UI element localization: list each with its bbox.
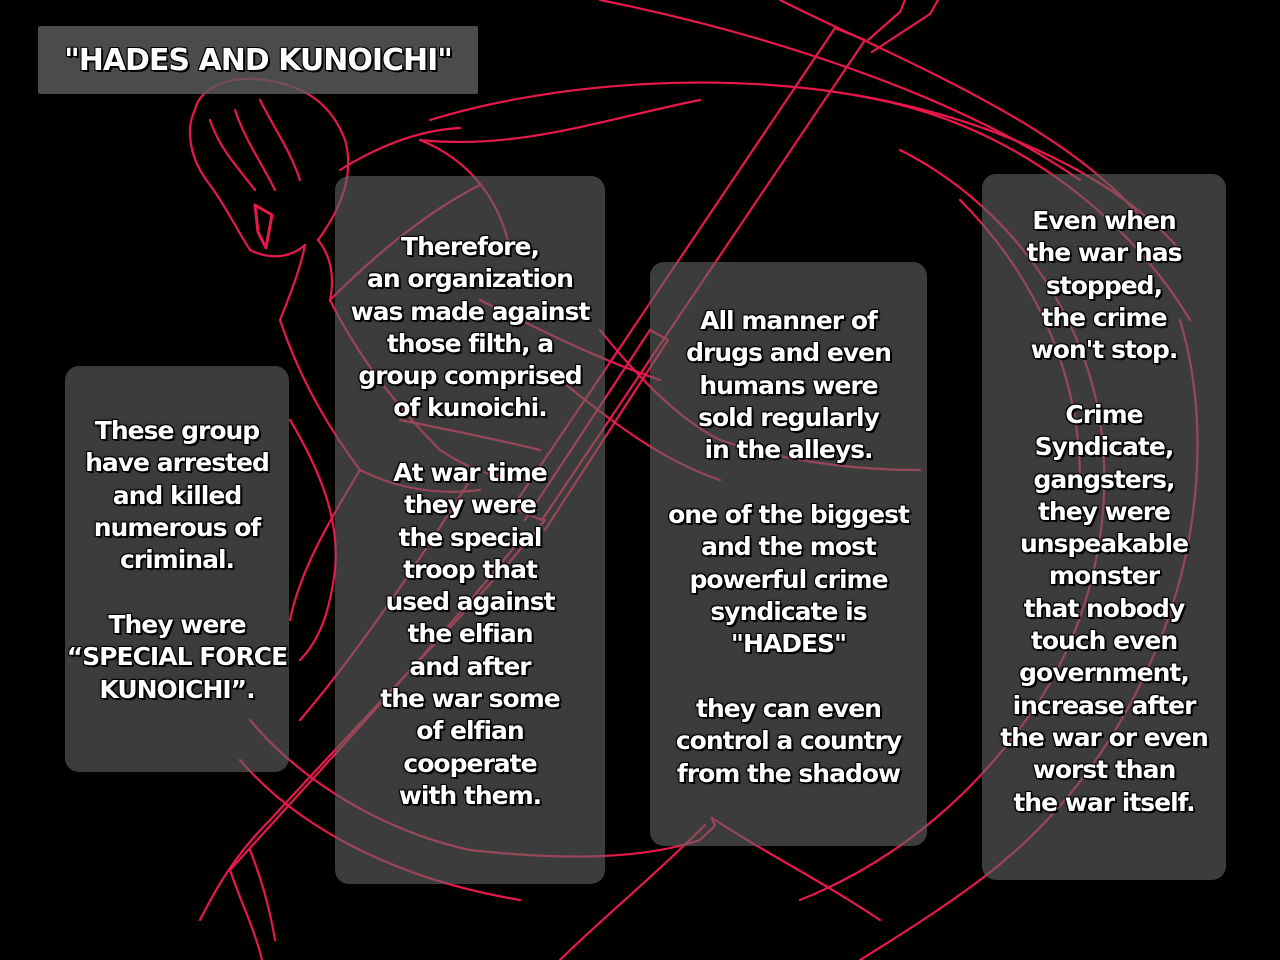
caption-paragraph: they can even control a country from the shadow — [675, 694, 902, 788]
caption-paragraph: All manner of drugs and even humans were sold regularly in the alleys. — [686, 306, 891, 465]
caption-paragraph: At war time they were the special troop that used against the elfian and after the war some of elfian cooperate with them. — [380, 458, 560, 810]
caption-paragraph: Therefore, an organization was made against those filth, a group comprised of kunoichi. — [350, 232, 590, 423]
page-title: "HADES AND KUNOICHI" — [64, 42, 452, 78]
caption-paragraph: Crime Syndicate, gangsters, they were unspeakable monster that nobody touch even government, increase after the war or even worst than the war itself. — [1000, 400, 1208, 817]
caption-panel-3 — [650, 262, 927, 846]
title-box — [38, 26, 478, 94]
caption-panel-4 — [982, 174, 1226, 880]
caption-paragraph: They were “SPECIAL FORCE KUNOICHI”. — [66, 610, 288, 704]
caption-panel-1 — [65, 366, 289, 772]
caption-paragraph: These group have arrested and killed numerous of criminal. — [85, 416, 269, 575]
figure-eye — [255, 205, 272, 248]
caption-paragraph: one of the biggest and the most powerful crime syndicate is "HADES" — [668, 500, 909, 659]
caption-paragraph: Even when the war has stopped, the crime won't stop. — [1026, 206, 1182, 365]
caption-panel-2 — [335, 176, 605, 884]
